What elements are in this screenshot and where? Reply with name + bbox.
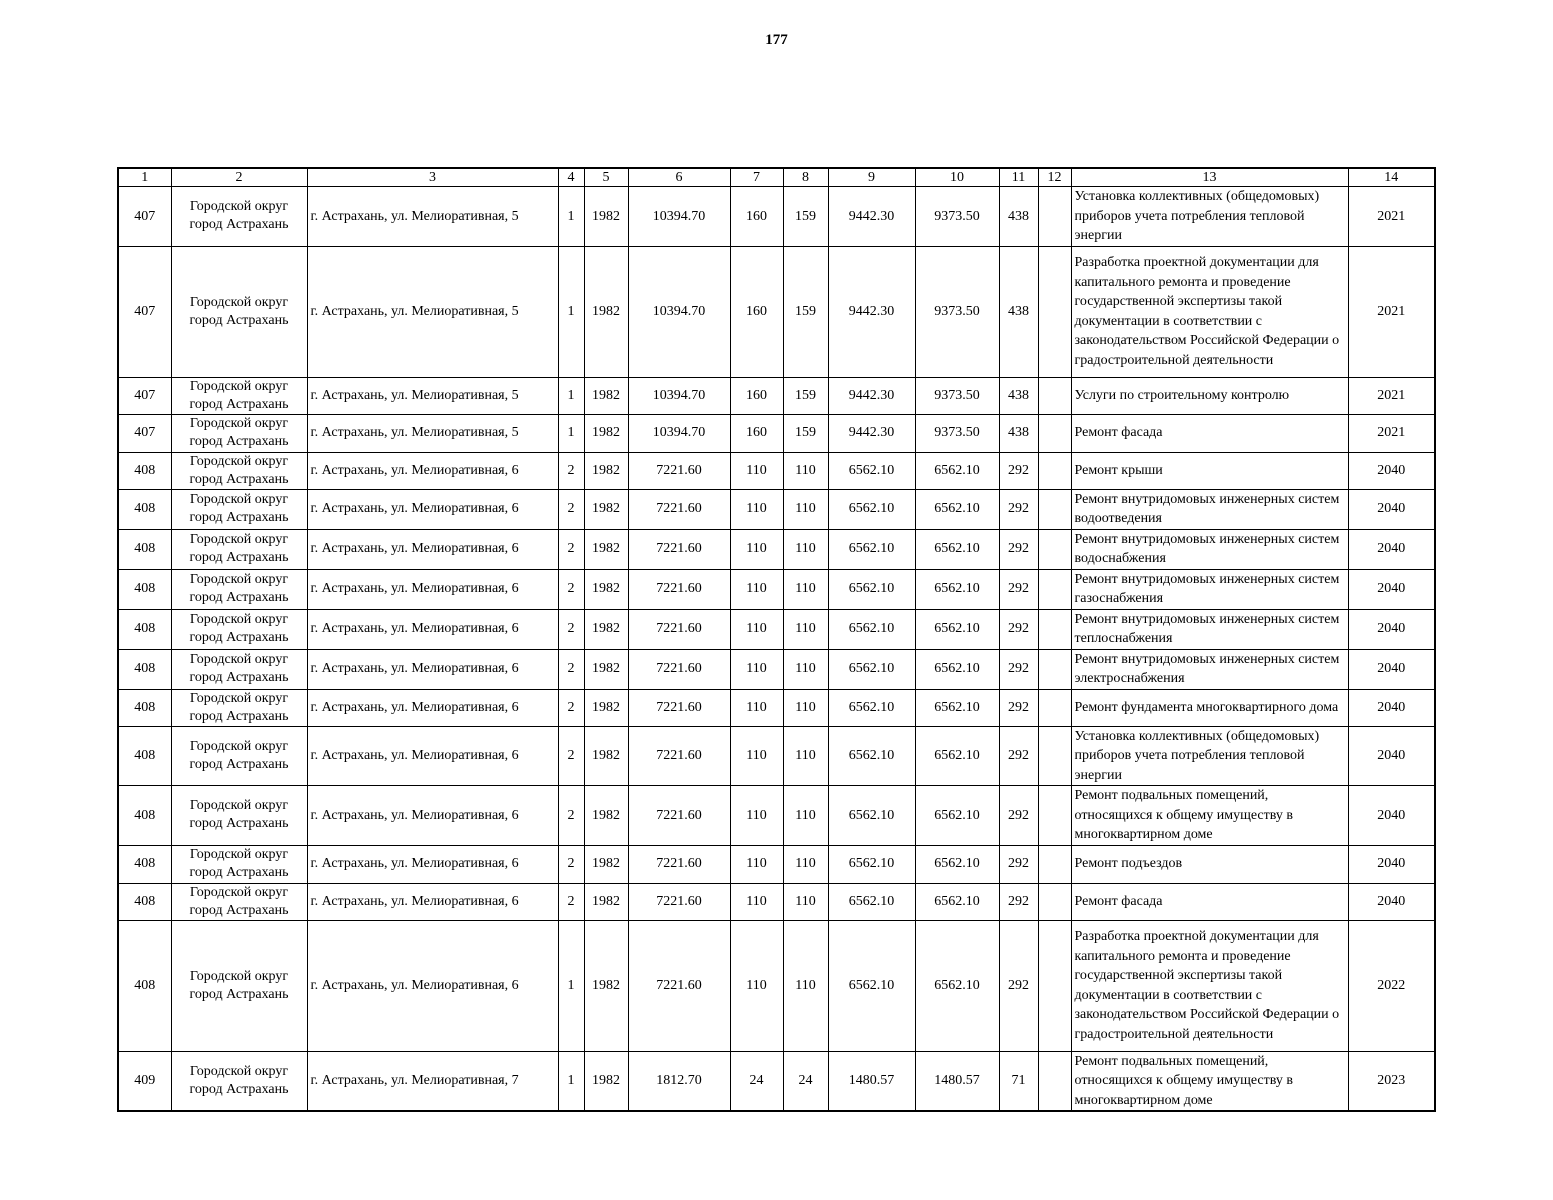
year-cell: 1982 bbox=[584, 883, 628, 920]
year-cell: 1982 bbox=[584, 529, 628, 569]
col-8-cell: 110 bbox=[783, 569, 828, 609]
column-header-4: 4 bbox=[558, 168, 584, 187]
year-cell: 1982 bbox=[584, 414, 628, 452]
year-cell: 1982 bbox=[584, 786, 628, 846]
col-8-cell: 110 bbox=[783, 609, 828, 649]
planned-year-cell: 2040 bbox=[1348, 609, 1435, 649]
work-type-cell: Ремонт фасада bbox=[1071, 414, 1348, 452]
work-type-cell: Ремонт подвальных помещений, относящихся к общему имуществу в многоквартирном доме bbox=[1071, 1051, 1348, 1111]
col-9-cell: 9442.30 bbox=[828, 414, 915, 452]
col-7-cell: 160 bbox=[730, 187, 783, 247]
year-cell: 1982 bbox=[584, 726, 628, 786]
work-type-cell: Ремонт подвальных помещений, относящихся к общему имуществу в многоквартирном доме bbox=[1071, 786, 1348, 846]
column-header-3: 3 bbox=[307, 168, 558, 187]
column-header-13: 13 bbox=[1071, 168, 1348, 187]
col-11-cell: 292 bbox=[999, 920, 1038, 1051]
col-10-cell: 6562.10 bbox=[915, 689, 999, 726]
address-cell: г. Астрахань, ул. Мелиоративная, 6 bbox=[307, 529, 558, 569]
planned-year-cell: 2021 bbox=[1348, 187, 1435, 247]
col-10-cell: 1480.57 bbox=[915, 1051, 999, 1111]
municipality-cell: Городской округ город Астрахань bbox=[171, 414, 307, 452]
col-10-cell: 9373.50 bbox=[915, 414, 999, 452]
table-row bbox=[118, 1051, 1435, 1111]
col-6-cell: 7221.60 bbox=[628, 649, 730, 689]
row-number-cell: 408 bbox=[118, 489, 171, 529]
col-10-cell: 6562.10 bbox=[915, 569, 999, 609]
col-6-cell: 7221.60 bbox=[628, 883, 730, 920]
col-9-cell: 6562.10 bbox=[828, 883, 915, 920]
register-table bbox=[117, 167, 1436, 1112]
row-number-cell: 408 bbox=[118, 569, 171, 609]
planned-year-cell: 2021 bbox=[1348, 377, 1435, 414]
col-6-cell: 7221.60 bbox=[628, 920, 730, 1051]
address-cell: г. Астрахань, ул. Мелиоративная, 6 bbox=[307, 489, 558, 529]
planned-year-cell: 2022 bbox=[1348, 920, 1435, 1051]
work-type-cell: Ремонт внутридомовых инженерных систем водоотведения bbox=[1071, 489, 1348, 529]
year-cell: 1982 bbox=[584, 649, 628, 689]
col-4-cell: 2 bbox=[558, 609, 584, 649]
col-8-cell: 159 bbox=[783, 187, 828, 247]
municipality-cell: Городской округ город Астрахань bbox=[171, 1051, 307, 1111]
municipality-cell: Городской округ город Астрахань bbox=[171, 609, 307, 649]
row-number-cell: 407 bbox=[118, 414, 171, 452]
table-row bbox=[118, 649, 1435, 689]
col-12-cell bbox=[1038, 609, 1071, 649]
col-10-cell: 6562.10 bbox=[915, 726, 999, 786]
table-row bbox=[118, 489, 1435, 529]
col-9-cell: 6562.10 bbox=[828, 452, 915, 489]
row-number-cell: 408 bbox=[118, 649, 171, 689]
col-4-cell: 2 bbox=[558, 786, 584, 846]
col-12-cell bbox=[1038, 649, 1071, 689]
col-12-cell bbox=[1038, 414, 1071, 452]
col-7-cell: 110 bbox=[730, 845, 783, 883]
col-8-cell: 110 bbox=[783, 845, 828, 883]
address-cell: г. Астрахань, ул. Мелиоративная, 5 bbox=[307, 377, 558, 414]
col-12-cell bbox=[1038, 489, 1071, 529]
work-type-cell: Ремонт фундамента многоквартирного дома bbox=[1071, 689, 1348, 726]
municipality-cell: Городской округ город Астрахань bbox=[171, 786, 307, 846]
col-10-cell: 6562.10 bbox=[915, 609, 999, 649]
column-header-8: 8 bbox=[783, 168, 828, 187]
table-row bbox=[118, 786, 1435, 846]
planned-year-cell: 2040 bbox=[1348, 452, 1435, 489]
column-header-9: 9 bbox=[828, 168, 915, 187]
row-number-cell: 408 bbox=[118, 845, 171, 883]
row-number-cell: 409 bbox=[118, 1051, 171, 1111]
col-11-cell: 292 bbox=[999, 489, 1038, 529]
table-row bbox=[118, 529, 1435, 569]
col-10-cell: 9373.50 bbox=[915, 246, 999, 377]
year-cell: 1982 bbox=[584, 609, 628, 649]
col-11-cell: 71 bbox=[999, 1051, 1038, 1111]
year-cell: 1982 bbox=[584, 845, 628, 883]
col-6-cell: 7221.60 bbox=[628, 845, 730, 883]
col-9-cell: 9442.30 bbox=[828, 377, 915, 414]
col-4-cell: 1 bbox=[558, 1051, 584, 1111]
planned-year-cell: 2040 bbox=[1348, 786, 1435, 846]
col-7-cell: 160 bbox=[730, 246, 783, 377]
work-type-cell: Разработка проектной документации для капитального ремонта и проведение государственной экспертизы такой документации в соответствии с законодательством Российской Федерации о градостроительной деятельности bbox=[1071, 246, 1348, 377]
col-9-cell: 6562.10 bbox=[828, 569, 915, 609]
col-11-cell: 292 bbox=[999, 529, 1038, 569]
work-type-cell: Ремонт внутридомовых инженерных систем электроснабжения bbox=[1071, 649, 1348, 689]
col-6-cell: 7221.60 bbox=[628, 529, 730, 569]
table-row bbox=[118, 246, 1435, 377]
address-cell: г. Астрахань, ул. Мелиоративная, 6 bbox=[307, 609, 558, 649]
work-type-cell: Ремонт крыши bbox=[1071, 452, 1348, 489]
col-10-cell: 6562.10 bbox=[915, 883, 999, 920]
work-type-cell: Ремонт подъездов bbox=[1071, 845, 1348, 883]
col-12-cell bbox=[1038, 883, 1071, 920]
municipality-cell: Городской округ город Астрахань bbox=[171, 920, 307, 1051]
col-12-cell bbox=[1038, 452, 1071, 489]
col-9-cell: 6562.10 bbox=[828, 786, 915, 846]
row-number-cell: 407 bbox=[118, 187, 171, 247]
col-12-cell bbox=[1038, 726, 1071, 786]
col-10-cell: 6562.10 bbox=[915, 920, 999, 1051]
col-9-cell: 6562.10 bbox=[828, 489, 915, 529]
col-6-cell: 10394.70 bbox=[628, 246, 730, 377]
address-cell: г. Астрахань, ул. Мелиоративная, 6 bbox=[307, 920, 558, 1051]
col-11-cell: 438 bbox=[999, 414, 1038, 452]
col-9-cell: 9442.30 bbox=[828, 187, 915, 247]
col-12-cell bbox=[1038, 689, 1071, 726]
row-number-cell: 408 bbox=[118, 786, 171, 846]
planned-year-cell: 2040 bbox=[1348, 529, 1435, 569]
col-8-cell: 110 bbox=[783, 689, 828, 726]
address-cell: г. Астрахань, ул. Мелиоративная, 6 bbox=[307, 786, 558, 846]
table-row bbox=[118, 689, 1435, 726]
work-type-cell: Ремонт внутридомовых инженерных систем газоснабжения bbox=[1071, 569, 1348, 609]
municipality-cell: Городской округ город Астрахань bbox=[171, 246, 307, 377]
column-header-12: 12 bbox=[1038, 168, 1071, 187]
planned-year-cell: 2040 bbox=[1348, 689, 1435, 726]
col-8-cell: 110 bbox=[783, 726, 828, 786]
work-type-cell: Ремонт внутридомовых инженерных систем водоснабжения bbox=[1071, 529, 1348, 569]
year-cell: 1982 bbox=[584, 920, 628, 1051]
col-4-cell: 1 bbox=[558, 187, 584, 247]
table-row bbox=[118, 187, 1435, 247]
planned-year-cell: 2040 bbox=[1348, 649, 1435, 689]
col-9-cell: 1480.57 bbox=[828, 1051, 915, 1111]
col-10-cell: 6562.10 bbox=[915, 786, 999, 846]
table-row bbox=[118, 845, 1435, 883]
municipality-cell: Городской округ город Астрахань bbox=[171, 452, 307, 489]
row-number-cell: 407 bbox=[118, 377, 171, 414]
col-4-cell: 2 bbox=[558, 452, 584, 489]
col-11-cell: 292 bbox=[999, 689, 1038, 726]
col-4-cell: 1 bbox=[558, 414, 584, 452]
column-header-14: 14 bbox=[1348, 168, 1435, 187]
address-cell: г. Астрахань, ул. Мелиоративная, 6 bbox=[307, 569, 558, 609]
planned-year-cell: 2023 bbox=[1348, 1051, 1435, 1111]
planned-year-cell: 2040 bbox=[1348, 845, 1435, 883]
address-cell: г. Астрахань, ул. Мелиоративная, 6 bbox=[307, 726, 558, 786]
col-11-cell: 292 bbox=[999, 726, 1038, 786]
col-6-cell: 7221.60 bbox=[628, 609, 730, 649]
col-11-cell: 438 bbox=[999, 246, 1038, 377]
col-10-cell: 6562.10 bbox=[915, 529, 999, 569]
municipality-cell: Городской округ город Астрахань bbox=[171, 489, 307, 529]
year-cell: 1982 bbox=[584, 187, 628, 247]
col-11-cell: 292 bbox=[999, 569, 1038, 609]
col-7-cell: 110 bbox=[730, 786, 783, 846]
col-9-cell: 6562.10 bbox=[828, 689, 915, 726]
table-row bbox=[118, 569, 1435, 609]
row-number-cell: 408 bbox=[118, 452, 171, 489]
planned-year-cell: 2040 bbox=[1348, 883, 1435, 920]
col-7-cell: 110 bbox=[730, 452, 783, 489]
col-6-cell: 7221.60 bbox=[628, 452, 730, 489]
year-cell: 1982 bbox=[584, 489, 628, 529]
col-12-cell bbox=[1038, 569, 1071, 609]
column-header-1: 1 bbox=[118, 168, 171, 187]
address-cell: г. Астрахань, ул. Мелиоративная, 5 bbox=[307, 187, 558, 247]
year-cell: 1982 bbox=[584, 246, 628, 377]
municipality-cell: Городской округ город Астрахань bbox=[171, 569, 307, 609]
column-header-2: 2 bbox=[171, 168, 307, 187]
col-11-cell: 292 bbox=[999, 786, 1038, 846]
col-9-cell: 9442.30 bbox=[828, 246, 915, 377]
municipality-cell: Городской округ город Астрахань bbox=[171, 377, 307, 414]
address-cell: г. Астрахань, ул. Мелиоративная, 6 bbox=[307, 649, 558, 689]
col-8-cell: 110 bbox=[783, 883, 828, 920]
col-9-cell: 6562.10 bbox=[828, 649, 915, 689]
col-4-cell: 2 bbox=[558, 569, 584, 609]
municipality-cell: Городской округ город Астрахань bbox=[171, 883, 307, 920]
table-row bbox=[118, 920, 1435, 1051]
col-10-cell: 6562.10 bbox=[915, 452, 999, 489]
page-number: 177 bbox=[765, 32, 788, 48]
municipality-cell: Городской округ город Астрахань bbox=[171, 845, 307, 883]
table-row bbox=[118, 609, 1435, 649]
table-row bbox=[118, 883, 1435, 920]
col-10-cell: 6562.10 bbox=[915, 649, 999, 689]
col-4-cell: 1 bbox=[558, 920, 584, 1051]
col-12-cell bbox=[1038, 1051, 1071, 1111]
row-number-cell: 407 bbox=[118, 246, 171, 377]
address-cell: г. Астрахань, ул. Мелиоративная, 6 bbox=[307, 845, 558, 883]
col-8-cell: 159 bbox=[783, 414, 828, 452]
address-cell: г. Астрахань, ул. Мелиоративная, 7 bbox=[307, 1051, 558, 1111]
column-header-6: 6 bbox=[628, 168, 730, 187]
header-row bbox=[118, 168, 1435, 187]
work-type-cell: Установка коллективных (общедомовых) приборов учета потребления тепловой энергии bbox=[1071, 187, 1348, 247]
year-cell: 1982 bbox=[584, 1051, 628, 1111]
col-4-cell: 2 bbox=[558, 649, 584, 689]
row-number-cell: 408 bbox=[118, 920, 171, 1051]
col-11-cell: 292 bbox=[999, 883, 1038, 920]
column-header-10: 10 bbox=[915, 168, 999, 187]
year-cell: 1982 bbox=[584, 569, 628, 609]
col-8-cell: 110 bbox=[783, 920, 828, 1051]
col-12-cell bbox=[1038, 187, 1071, 247]
address-cell: г. Астрахань, ул. Мелиоративная, 6 bbox=[307, 689, 558, 726]
col-4-cell: 2 bbox=[558, 726, 584, 786]
col-8-cell: 110 bbox=[783, 529, 828, 569]
work-type-cell: Ремонт фасада bbox=[1071, 883, 1348, 920]
col-7-cell: 110 bbox=[730, 649, 783, 689]
col-11-cell: 438 bbox=[999, 377, 1038, 414]
col-10-cell: 6562.10 bbox=[915, 489, 999, 529]
col-8-cell: 24 bbox=[783, 1051, 828, 1111]
col-7-cell: 110 bbox=[730, 569, 783, 609]
col-7-cell: 110 bbox=[730, 689, 783, 726]
table-row bbox=[118, 452, 1435, 489]
col-7-cell: 160 bbox=[730, 414, 783, 452]
col-11-cell: 292 bbox=[999, 452, 1038, 489]
planned-year-cell: 2040 bbox=[1348, 489, 1435, 529]
work-type-cell: Ремонт внутридомовых инженерных систем теплоснабжения bbox=[1071, 609, 1348, 649]
col-8-cell: 110 bbox=[783, 489, 828, 529]
col-12-cell bbox=[1038, 377, 1071, 414]
col-6-cell: 7221.60 bbox=[628, 726, 730, 786]
column-header-7: 7 bbox=[730, 168, 783, 187]
col-7-cell: 110 bbox=[730, 529, 783, 569]
col-7-cell: 110 bbox=[730, 609, 783, 649]
address-cell: г. Астрахань, ул. Мелиоративная, 6 bbox=[307, 883, 558, 920]
col-7-cell: 24 bbox=[730, 1051, 783, 1111]
col-8-cell: 159 bbox=[783, 377, 828, 414]
work-type-cell: Установка коллективных (общедомовых) приборов учета потребления тепловой энергии bbox=[1071, 726, 1348, 786]
municipality-cell: Городской округ город Астрахань bbox=[171, 726, 307, 786]
col-4-cell: 2 bbox=[558, 689, 584, 726]
col-6-cell: 7221.60 bbox=[628, 569, 730, 609]
col-12-cell bbox=[1038, 246, 1071, 377]
table-row bbox=[118, 414, 1435, 452]
col-6-cell: 7221.60 bbox=[628, 489, 730, 529]
row-number-cell: 408 bbox=[118, 883, 171, 920]
col-9-cell: 6562.10 bbox=[828, 845, 915, 883]
col-7-cell: 110 bbox=[730, 883, 783, 920]
work-type-cell: Услуги по строительному контролю bbox=[1071, 377, 1348, 414]
municipality-cell: Городской округ город Астрахань bbox=[171, 649, 307, 689]
municipality-cell: Городской округ город Астрахань bbox=[171, 529, 307, 569]
address-cell: г. Астрахань, ул. Мелиоративная, 5 bbox=[307, 414, 558, 452]
planned-year-cell: 2021 bbox=[1348, 246, 1435, 377]
col-11-cell: 438 bbox=[999, 187, 1038, 247]
col-6-cell: 10394.70 bbox=[628, 187, 730, 247]
col-10-cell: 6562.10 bbox=[915, 845, 999, 883]
column-header-5: 5 bbox=[584, 168, 628, 187]
row-number-cell: 408 bbox=[118, 726, 171, 786]
col-6-cell: 7221.60 bbox=[628, 689, 730, 726]
col-12-cell bbox=[1038, 529, 1071, 569]
col-10-cell: 9373.50 bbox=[915, 187, 999, 247]
col-8-cell: 110 bbox=[783, 786, 828, 846]
col-7-cell: 110 bbox=[730, 726, 783, 786]
work-type-cell: Разработка проектной документации для капитального ремонта и проведение государственной экспертизы такой документации в соответствии с законодательством Российской Федерации о градостроительной деятельности bbox=[1071, 920, 1348, 1051]
col-8-cell: 110 bbox=[783, 452, 828, 489]
col-7-cell: 110 bbox=[730, 489, 783, 529]
planned-year-cell: 2040 bbox=[1348, 569, 1435, 609]
col-11-cell: 292 bbox=[999, 609, 1038, 649]
col-7-cell: 160 bbox=[730, 377, 783, 414]
col-11-cell: 292 bbox=[999, 649, 1038, 689]
col-6-cell: 7221.60 bbox=[628, 786, 730, 846]
col-4-cell: 2 bbox=[558, 845, 584, 883]
row-number-cell: 408 bbox=[118, 689, 171, 726]
table-row bbox=[118, 726, 1435, 786]
col-9-cell: 6562.10 bbox=[828, 609, 915, 649]
col-7-cell: 110 bbox=[730, 920, 783, 1051]
col-6-cell: 1812.70 bbox=[628, 1051, 730, 1111]
col-4-cell: 1 bbox=[558, 246, 584, 377]
col-10-cell: 9373.50 bbox=[915, 377, 999, 414]
col-11-cell: 292 bbox=[999, 845, 1038, 883]
col-9-cell: 6562.10 bbox=[828, 529, 915, 569]
col-4-cell: 2 bbox=[558, 883, 584, 920]
table-row bbox=[118, 377, 1435, 414]
column-header-11: 11 bbox=[999, 168, 1038, 187]
planned-year-cell: 2021 bbox=[1348, 414, 1435, 452]
col-4-cell: 2 bbox=[558, 529, 584, 569]
col-12-cell bbox=[1038, 845, 1071, 883]
col-8-cell: 110 bbox=[783, 649, 828, 689]
col-8-cell: 159 bbox=[783, 246, 828, 377]
row-number-cell: 408 bbox=[118, 529, 171, 569]
address-cell: г. Астрахань, ул. Мелиоративная, 6 bbox=[307, 452, 558, 489]
municipality-cell: Городской округ город Астрахань bbox=[171, 187, 307, 247]
municipality-cell: Городской округ город Астрахань bbox=[171, 689, 307, 726]
row-number-cell: 408 bbox=[118, 609, 171, 649]
year-cell: 1982 bbox=[584, 377, 628, 414]
year-cell: 1982 bbox=[584, 452, 628, 489]
address-cell: г. Астрахань, ул. Мелиоративная, 5 bbox=[307, 246, 558, 377]
col-6-cell: 10394.70 bbox=[628, 414, 730, 452]
col-9-cell: 6562.10 bbox=[828, 920, 915, 1051]
col-6-cell: 10394.70 bbox=[628, 377, 730, 414]
col-12-cell bbox=[1038, 786, 1071, 846]
col-4-cell: 2 bbox=[558, 489, 584, 529]
year-cell: 1982 bbox=[584, 689, 628, 726]
col-12-cell bbox=[1038, 920, 1071, 1051]
col-9-cell: 6562.10 bbox=[828, 726, 915, 786]
col-4-cell: 1 bbox=[558, 377, 584, 414]
planned-year-cell: 2040 bbox=[1348, 726, 1435, 786]
